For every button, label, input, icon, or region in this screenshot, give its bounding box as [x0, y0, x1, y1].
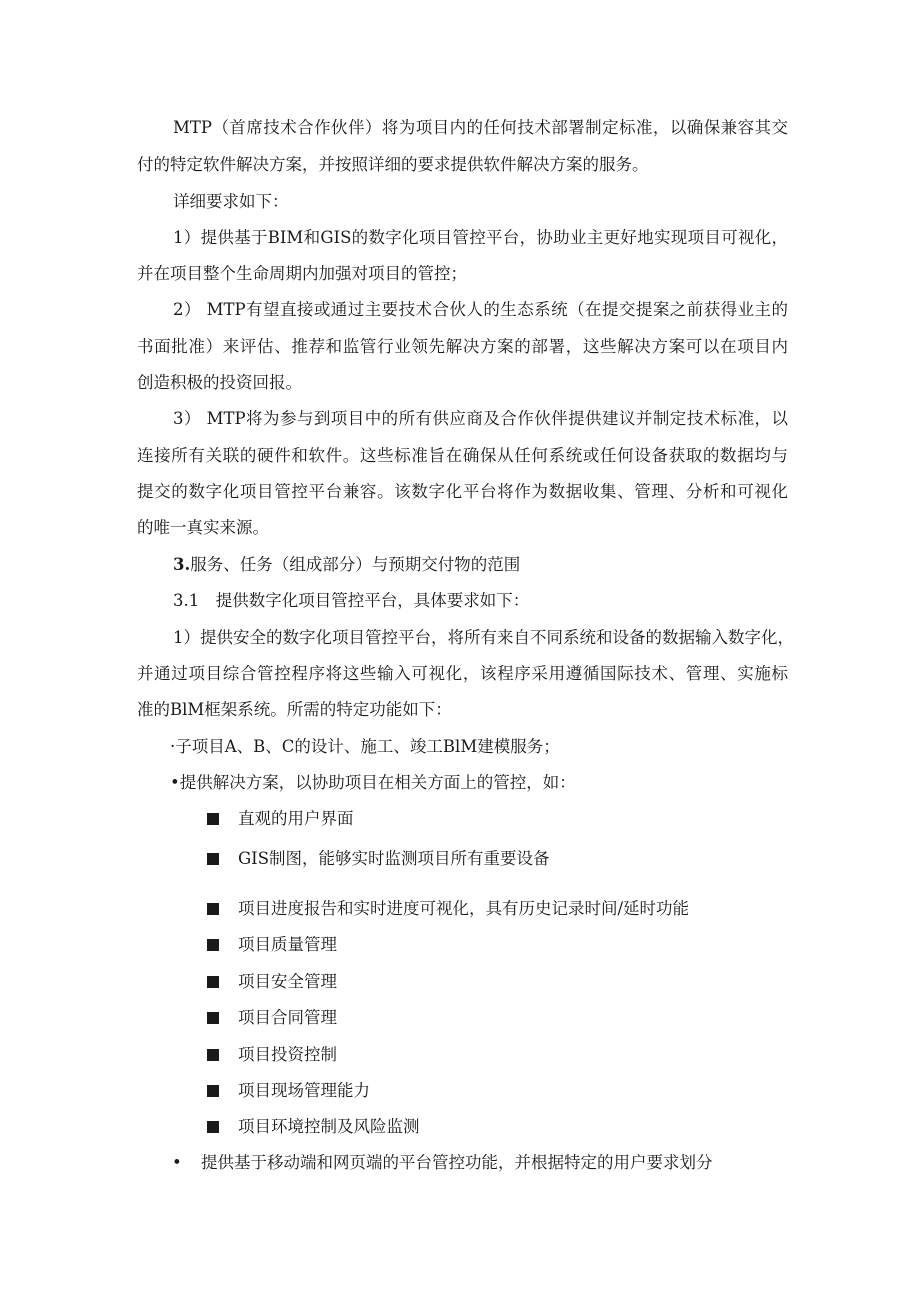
bullet-item-2: •提供解决方案，以协助项目在相关方面上的管控，如： [170, 773, 576, 792]
last-bullet-text: 提供基于移动端和网页端的平台管控功能，并根据特定的用户要求划分 [201, 1153, 713, 1172]
feature-item-3: 项目进度报告和实时进度可视化，具有历史记录时间/延时功能 [238, 899, 690, 918]
square-bullet-icon [207, 939, 219, 951]
bullet-item-1: ·子项目A、B、C的设计、施工、竣工BlM建模服务； [170, 737, 560, 756]
square-bullet-icon [207, 853, 219, 865]
last-bullet-marker: • [172, 1153, 182, 1172]
req2-line-3: 创造积极的投资回报。 [137, 373, 302, 392]
feature-item-1: 直观的用户界面 [238, 809, 354, 828]
square-bullet-icon [207, 976, 219, 988]
square-bullet-icon [207, 903, 219, 915]
section-3-title: 服务、任务（组成部分）与预期交付物的范围 [190, 555, 521, 574]
req1-line-1: 1）提供基于BIM和GIS的数字化项目管控平台，协助业主更好地实现项目可视化， [173, 228, 788, 247]
req3-line-4: 的唯一真实来源。 [137, 518, 269, 537]
platform-line-2: 并通过项目综合管控程序将这些输入可视化，该程序采用遵循国际技术、管理、实施标 [137, 664, 788, 683]
platform-line-1: 1）提供安全的数字化项目管控平台，将所有来自不同系统和设备的数据输入数字化， [173, 628, 794, 647]
section-3-1-heading: 3.1 提供数字化项目管控平台，具体要求如下： [173, 591, 530, 610]
feature-item-2: GIS制图，能够实时监测项目所有重要设备 [238, 849, 550, 868]
feature-item-9: 项目环境控制及风险监测 [238, 1117, 420, 1136]
intro-line-1: MTP（首席技术合作伙伴）将为项目内的任何技术部署制定标准，以确保兼容其交 [173, 118, 788, 137]
feature-item-6: 项目合同管理 [238, 1008, 337, 1027]
section-3-heading [173, 555, 520, 575]
section-3-number: 3. [173, 555, 191, 574]
square-bullet-icon [207, 813, 219, 825]
req2-line-1: 2） MTP有望直接或通过主要技术合伙人的生态系统（在提交提案之前获得业主的 [173, 300, 788, 319]
feature-item-7: 项目投资控制 [238, 1045, 337, 1064]
req3-line-3: 提交的数字化项目管控平台兼容。该数字化平台将作为数据收集、管理、分析和可视化 [137, 482, 788, 501]
req1-line-2: 并在项目整个生命周期内加强对项目的管控； [137, 264, 467, 283]
feature-item-5: 项目安全管理 [238, 972, 337, 991]
req3-line-1: 3） MTP将为参与到项目中的所有供应商及合作伙伴提供建议并制定技术标准，以 [173, 409, 788, 428]
detail-heading: 详细要求如下： [173, 192, 289, 211]
square-bullet-icon [207, 1012, 219, 1024]
platform-line-3: 准的BlM框架系统。所需的特定功能如下： [137, 700, 452, 719]
req2-line-2: 书面批准）来评估、推荐和监管行业领先解决方案的部署，这些解决方案可以在项目内 [137, 337, 788, 356]
square-bullet-icon [207, 1121, 219, 1133]
feature-item-8: 项目现场管理能力 [238, 1081, 370, 1100]
square-bullet-icon [207, 1049, 219, 1061]
square-bullet-icon [207, 1085, 219, 1097]
feature-item-4: 项目质量管理 [238, 935, 337, 954]
intro-line-2: 付的特定软件解决方案，并按照详细的要求提供软件解决方案的服务。 [137, 155, 649, 174]
req3-line-2: 连接所有关联的硬件和软件。这些标准旨在确保从任何系统或任何设备获取的数据均与 [137, 446, 788, 465]
